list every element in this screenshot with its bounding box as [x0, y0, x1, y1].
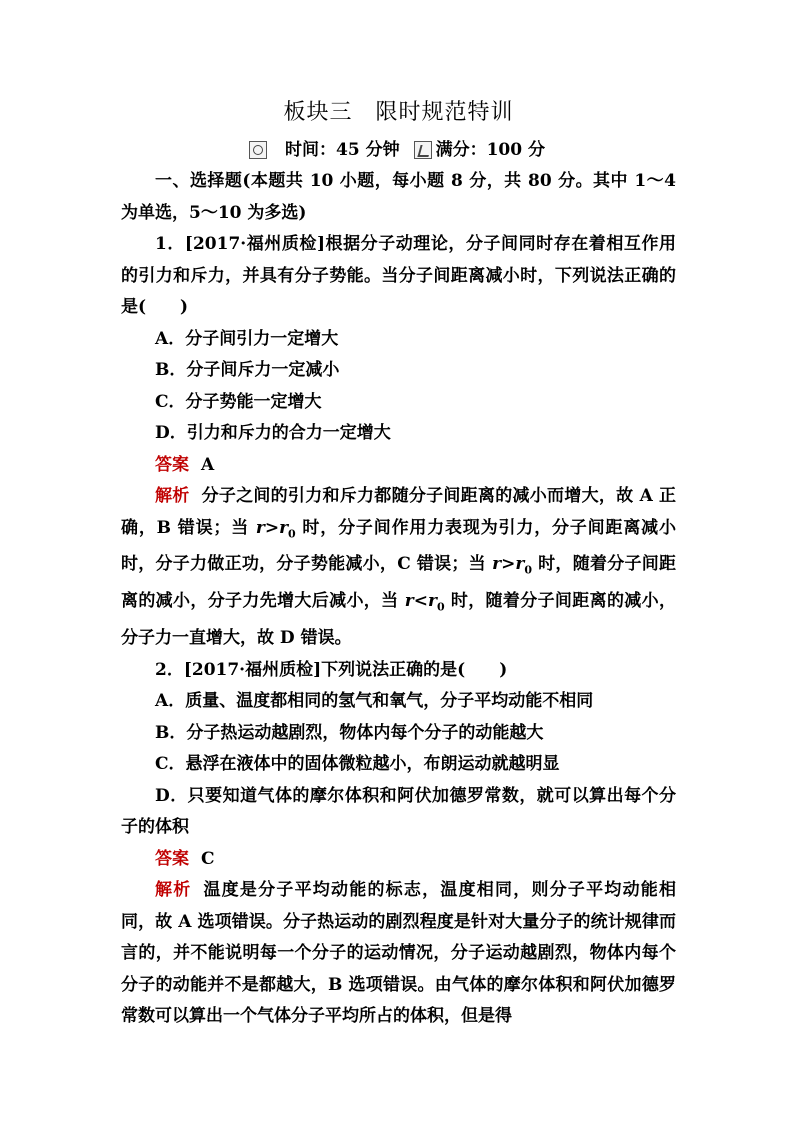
- question-1-option-c: C．分子势能一定增大: [155, 391, 322, 412]
- clock-icon: [249, 141, 267, 159]
- answer-label: 答案: [155, 848, 189, 869]
- analysis-label: 解析: [155, 880, 192, 901]
- time-limit: 时间：45 分钟: [285, 140, 400, 160]
- question-2-option-b: B．分子热运动越剧烈，物体内每个分子的动能越大: [155, 722, 544, 743]
- answer-label: 答案: [155, 454, 189, 475]
- question-2-option-c: C．悬浮在液体中的固体微粒越小，布朗运动就越明显: [155, 754, 560, 775]
- question-2-analysis: 解析 温度是分子平均动能的标志，温度相同，则分子平均动能相同，故 A 选项错误。分子热运动的剧烈程度是针对大量分子的统计规律而言的，并不能说明每一个分子的运动情况，分子运动越剧烈，物体内每个分子的动能并不是都越大，B 选项错误。由气体的摩尔体积和阿伏加德罗常数可以算出一个气体分子平均所占的体积，但是得: [121, 880, 677, 1027]
- question-1-stem: 1．[2017·福州质检]根据分子动理论，分子间同时存在着相互作用的引力和斥力，并具有分子势能。当分子间距离减小时，下列说法正确的是( ): [121, 234, 676, 317]
- analysis-label: 解析: [155, 486, 190, 506]
- document-content: [121, 96, 676, 1033]
- score-icon: [414, 141, 432, 159]
- question-1-option-a: A．分子间引力一定增大: [155, 328, 339, 349]
- question-1-analysis: 解析 分子之间的引力和斥力都随分子间距离的减小而增大，故 A 正确，B 错误；当 $r>r_0$ 时，分子间作用力表现为引力，分子间距离减小时，分子力做正功，分子势能减小，C 错误；当 $r>r_0$ 时，随着分子间距离的减小，分子力先增大后减小，当 $r<r_0$ 时，随着分子间距离的减小，分子力一直增大，故 D 错误。: [121, 486, 677, 649]
- answer-value: A: [201, 454, 215, 475]
- question-2-option-d: D．只要知道气体的摩尔体积和阿伏加德罗常数，就可以算出每个分子的体积: [121, 785, 676, 838]
- section-heading: 一、选择题(本题共 10 小题，每小题 8 分，共 80 分。其中 1～4为单选，5～10 为多选): [121, 171, 676, 223]
- question-1-option-b: B．分子间斥力一定减小: [155, 360, 340, 380]
- question-2-stem: 2．[2017·福州质检]下列说法正确的是( ): [155, 659, 508, 680]
- question-2-option-a: A．质量、温度都相同的氢气和氧气，分子平均动能不相同: [155, 691, 594, 712]
- full-score: 满分：100 分: [435, 140, 545, 160]
- question-2-answer: [121, 844, 676, 876]
- answer-value: C: [201, 848, 215, 869]
- question-1-option-d: D．引力和斥力的合力一定增大: [155, 423, 391, 443]
- question-1-answer: [121, 450, 676, 482]
- page-title: 板块三 限时规范特训: [283, 100, 514, 125]
- exam-meta: [121, 134, 676, 166]
